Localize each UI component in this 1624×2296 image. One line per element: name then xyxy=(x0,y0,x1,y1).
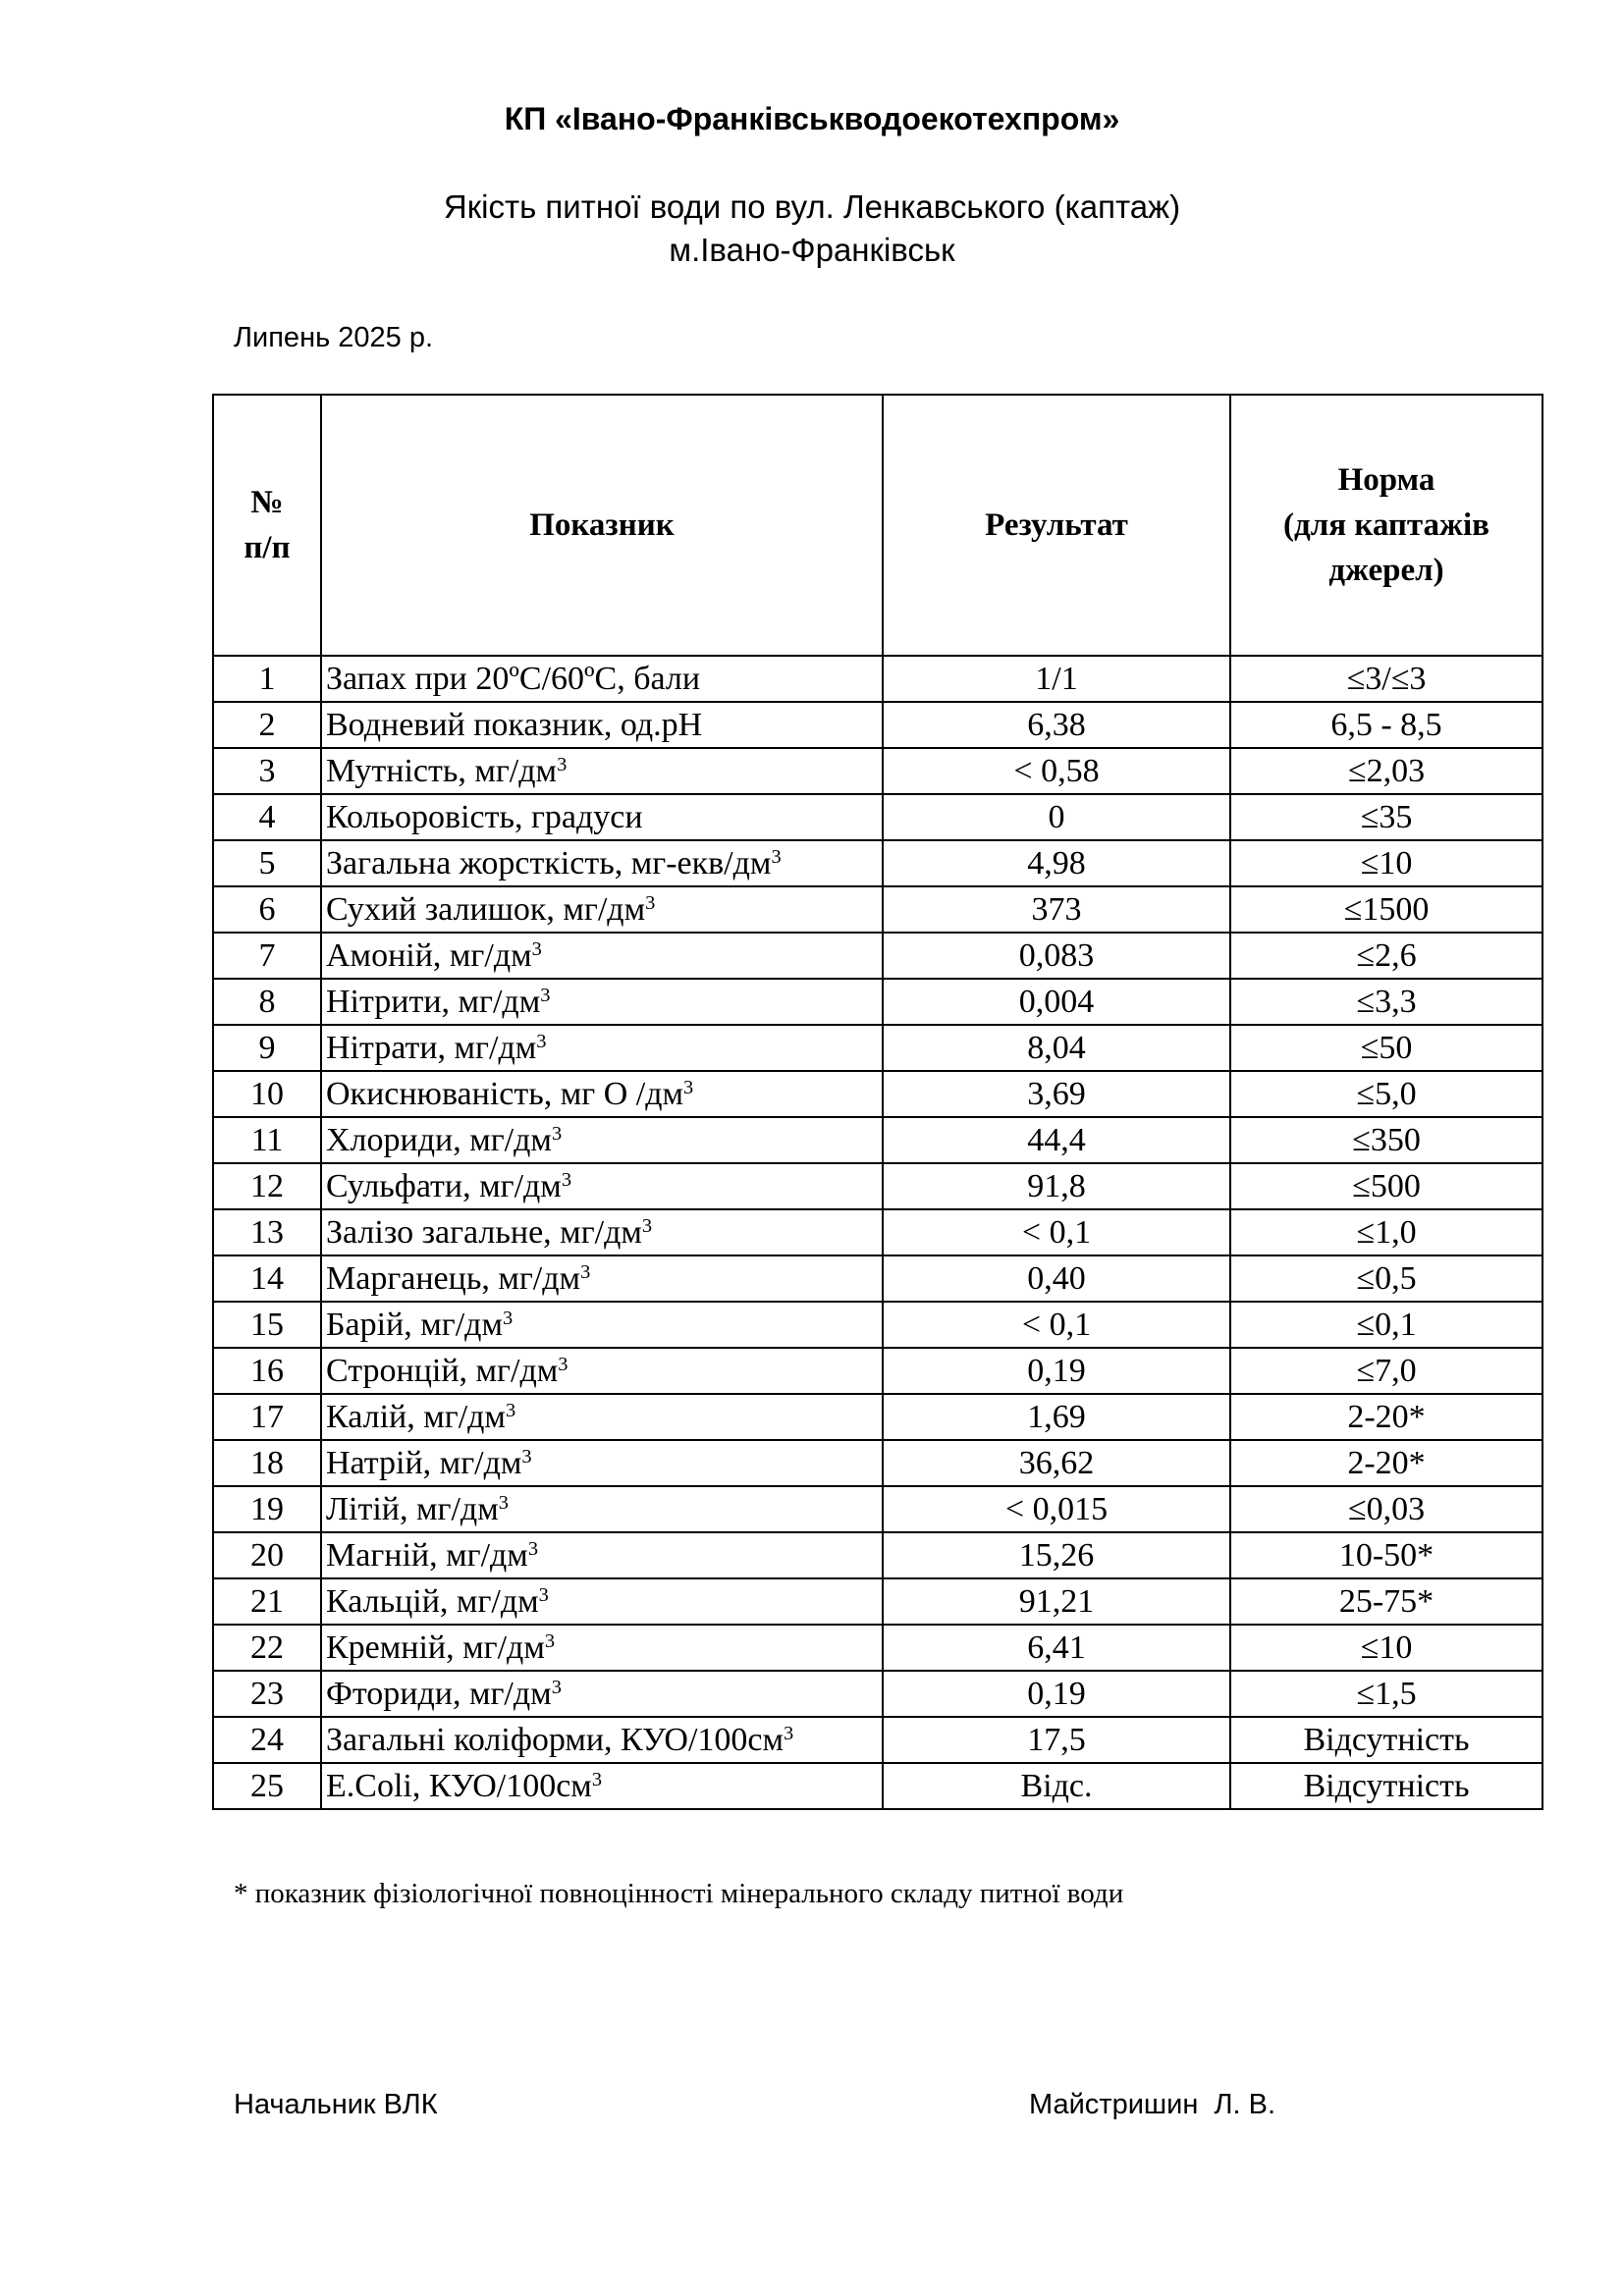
indicator-name: Кальцій, мг/дм xyxy=(326,1582,539,1620)
header-indicator: Показник xyxy=(321,395,883,656)
table-row xyxy=(213,1394,1543,1440)
row-result: 0,40 xyxy=(883,1255,1230,1302)
unit-exponent: 3 xyxy=(683,1076,694,1098)
row-number: 10 xyxy=(213,1071,321,1117)
header-norm-line1: Норма xyxy=(1337,461,1435,498)
row-result: < 0,015 xyxy=(883,1486,1230,1532)
row-indicator xyxy=(321,794,883,840)
row-norm: ≤0,1 xyxy=(1230,1302,1543,1348)
table-row xyxy=(213,656,1543,702)
table-row xyxy=(213,1578,1543,1625)
indicator-name: Магній, мг/дм xyxy=(326,1536,528,1574)
header-norm xyxy=(1230,395,1543,656)
unit-exponent: 3 xyxy=(561,1168,572,1191)
row-result: 0,004 xyxy=(883,979,1230,1025)
row-norm: ≤1,0 xyxy=(1230,1209,1543,1255)
row-norm: ≤10 xyxy=(1230,1625,1543,1671)
row-number: 16 xyxy=(213,1348,321,1394)
indicator-name: Нітрити, мг/дм xyxy=(326,983,541,1020)
row-indicator xyxy=(321,1717,883,1763)
table-row xyxy=(213,1025,1543,1071)
row-indicator xyxy=(321,1255,883,1302)
unit-exponent: 3 xyxy=(502,1307,514,1329)
row-norm: Відсутність xyxy=(1230,1717,1543,1763)
row-indicator xyxy=(321,702,883,748)
indicator-name: Сухий залишок, мг/дм xyxy=(326,890,646,928)
unit-exponent: 3 xyxy=(551,1122,563,1145)
row-number: 25 xyxy=(213,1763,321,1809)
header-norm-line3: джерел) xyxy=(1328,553,1444,589)
row-number: 9 xyxy=(213,1025,321,1071)
report-period: Липень 2025 р. xyxy=(234,322,433,353)
row-indicator xyxy=(321,1578,883,1625)
row-number: 18 xyxy=(213,1440,321,1486)
water-quality-table xyxy=(212,394,1543,1810)
unit-exponent: 3 xyxy=(540,984,551,1006)
row-indicator xyxy=(321,979,883,1025)
table-row xyxy=(213,1763,1543,1809)
table-row xyxy=(213,933,1543,979)
row-number: 5 xyxy=(213,840,321,886)
row-number: 13 xyxy=(213,1209,321,1255)
indicator-name: Кремній, мг/дм xyxy=(326,1629,545,1666)
unit-exponent: 3 xyxy=(558,1353,568,1375)
table-row xyxy=(213,840,1543,886)
table-row xyxy=(213,979,1543,1025)
row-number: 1 xyxy=(213,656,321,702)
row-result: 6,38 xyxy=(883,702,1230,748)
header-number xyxy=(213,395,321,656)
row-number: 11 xyxy=(213,1117,321,1163)
indicator-name: Натрій, мг/дм xyxy=(326,1444,522,1481)
row-norm: 2-20* xyxy=(1230,1394,1543,1440)
row-number: 14 xyxy=(213,1255,321,1302)
table-body xyxy=(213,656,1543,1809)
indicator-name: Літій, мг/дм xyxy=(326,1490,499,1527)
row-result: 91,21 xyxy=(883,1578,1230,1625)
row-result: < 0,58 xyxy=(883,748,1230,794)
table-row xyxy=(213,748,1543,794)
table-row xyxy=(213,1532,1543,1578)
row-indicator xyxy=(321,1532,883,1578)
header-number-symbol: № xyxy=(250,484,284,520)
signature-name: Майстришин Л. В. xyxy=(1029,2089,1276,2120)
row-result: 17,5 xyxy=(883,1717,1230,1763)
signature-title: Начальник ВЛК xyxy=(234,2089,438,2120)
row-norm: ≤2,6 xyxy=(1230,933,1543,979)
row-norm: Відсутність xyxy=(1230,1763,1543,1809)
row-number: 7 xyxy=(213,933,321,979)
row-indicator xyxy=(321,886,883,933)
row-number: 12 xyxy=(213,1163,321,1209)
row-indicator xyxy=(321,1671,883,1717)
indicator-name: Окиснюваність, мг О /дм xyxy=(326,1075,684,1112)
indicator-name: Кольоровість, градуси xyxy=(326,798,643,835)
table-row xyxy=(213,1209,1543,1255)
row-result: < 0,1 xyxy=(883,1209,1230,1255)
table-row xyxy=(213,1440,1543,1486)
row-number: 22 xyxy=(213,1625,321,1671)
row-norm: ≤3/≤3 xyxy=(1230,656,1543,702)
unit-exponent: 3 xyxy=(521,1445,532,1468)
row-norm: ≤7,0 xyxy=(1230,1348,1543,1394)
row-number: 21 xyxy=(213,1578,321,1625)
table-row xyxy=(213,1117,1543,1163)
row-number: 19 xyxy=(213,1486,321,1532)
row-indicator xyxy=(321,656,883,702)
header-norm-line2: (для каптажів xyxy=(1283,507,1489,543)
row-indicator xyxy=(321,933,883,979)
unit-exponent: 3 xyxy=(544,1629,556,1652)
table-row xyxy=(213,1717,1543,1763)
row-number: 4 xyxy=(213,794,321,840)
unit-exponent: 3 xyxy=(551,1676,562,1698)
row-norm: ≤3,3 xyxy=(1230,979,1543,1025)
row-number: 15 xyxy=(213,1302,321,1348)
indicator-name: Амоній, мг/дм xyxy=(326,936,532,974)
row-number: 20 xyxy=(213,1532,321,1578)
row-indicator xyxy=(321,1025,883,1071)
indicator-name: Загальна жорсткість, мг-екв/дм xyxy=(326,844,772,881)
indicator-name: Фториди, мг/дм xyxy=(326,1675,552,1712)
row-result: 0,19 xyxy=(883,1671,1230,1717)
row-indicator xyxy=(321,1625,883,1671)
row-indicator xyxy=(321,1763,883,1809)
row-norm: ≤1,5 xyxy=(1230,1671,1543,1717)
row-number: 2 xyxy=(213,702,321,748)
unit-exponent: 3 xyxy=(645,891,656,914)
row-norm: ≤10 xyxy=(1230,840,1543,886)
row-indicator xyxy=(321,1117,883,1163)
indicator-name: Залізо загальне, мг/дм xyxy=(326,1213,642,1251)
unit-exponent: 3 xyxy=(536,1030,547,1052)
row-result: 6,41 xyxy=(883,1625,1230,1671)
indicator-name: Хлориди, мг/дм xyxy=(326,1121,552,1158)
unit-exponent: 3 xyxy=(771,845,782,868)
indicator-name: Загальні коліформи, КУО/100см xyxy=(326,1721,785,1758)
row-indicator xyxy=(321,1394,883,1440)
table-row xyxy=(213,1302,1543,1348)
table-row xyxy=(213,1163,1543,1209)
table-row xyxy=(213,886,1543,933)
table-header-row xyxy=(213,395,1543,656)
organization-title: КП «Івано-Франківськводоекотехпром» xyxy=(504,101,1120,136)
unit-exponent: 3 xyxy=(538,1583,549,1606)
row-indicator xyxy=(321,1486,883,1532)
row-indicator xyxy=(321,1163,883,1209)
row-indicator xyxy=(321,1440,883,1486)
row-norm: ≤0,5 xyxy=(1230,1255,1543,1302)
row-indicator xyxy=(321,1302,883,1348)
row-result: 36,62 xyxy=(883,1440,1230,1486)
table-row xyxy=(213,1671,1543,1717)
unit-exponent: 3 xyxy=(784,1722,794,1744)
unit-exponent: 3 xyxy=(505,1399,516,1421)
row-result: 1/1 xyxy=(883,656,1230,702)
unit-exponent: 3 xyxy=(531,937,542,960)
row-norm: ≤1500 xyxy=(1230,886,1543,933)
row-number: 24 xyxy=(213,1717,321,1763)
indicator-name: Запах при 20ºС/60ºС, бали xyxy=(326,660,701,697)
row-number: 23 xyxy=(213,1671,321,1717)
table-row xyxy=(213,702,1543,748)
header-number-abbr: п/п xyxy=(244,530,291,565)
row-result: 4,98 xyxy=(883,840,1230,886)
row-number: 17 xyxy=(213,1394,321,1440)
row-result: 3,69 xyxy=(883,1071,1230,1117)
unit-exponent: 3 xyxy=(557,753,568,775)
row-norm: ≤35 xyxy=(1230,794,1543,840)
row-norm: 6,5 - 8,5 xyxy=(1230,702,1543,748)
row-norm: 25-75* xyxy=(1230,1578,1543,1625)
indicator-name: Нітрати, мг/дм xyxy=(326,1029,537,1066)
row-result: 0,19 xyxy=(883,1348,1230,1394)
indicator-name: Марганець, мг/дм xyxy=(326,1259,581,1297)
unit-exponent: 3 xyxy=(580,1260,591,1283)
row-norm: ≤500 xyxy=(1230,1163,1543,1209)
row-result: 91,8 xyxy=(883,1163,1230,1209)
row-result: 1,69 xyxy=(883,1394,1230,1440)
indicator-name: Мутність, мг/дм xyxy=(326,752,558,789)
table-row xyxy=(213,1625,1543,1671)
row-indicator xyxy=(321,1071,883,1117)
row-result: 0 xyxy=(883,794,1230,840)
indicator-name: Калій, мг/дм xyxy=(326,1398,506,1435)
row-number: 8 xyxy=(213,979,321,1025)
row-result: Відс. xyxy=(883,1763,1230,1809)
indicator-name: E.Coli, КУО/100см xyxy=(326,1767,592,1804)
row-norm: ≤50 xyxy=(1230,1025,1543,1071)
report-subtitle: Якість питної води по вул. Ленкавського (каптаж) xyxy=(443,188,1181,225)
unit-exponent: 3 xyxy=(641,1214,653,1237)
row-result: 15,26 xyxy=(883,1532,1230,1578)
table-row xyxy=(213,1255,1543,1302)
unit-exponent: 3 xyxy=(591,1768,603,1790)
row-result: 0,083 xyxy=(883,933,1230,979)
row-result: 44,4 xyxy=(883,1117,1230,1163)
unit-exponent: 3 xyxy=(527,1537,539,1560)
footnote: * показник фізіологічної повноцінності мінерального складу питної води xyxy=(234,1878,1124,1909)
row-indicator xyxy=(321,1348,883,1394)
row-indicator xyxy=(321,840,883,886)
row-norm: 10-50* xyxy=(1230,1532,1543,1578)
row-number: 6 xyxy=(213,886,321,933)
city-subtitle: м.Івано-Франківськ xyxy=(669,232,955,268)
row-norm: 2-20* xyxy=(1230,1440,1543,1486)
row-norm: ≤5,0 xyxy=(1230,1071,1543,1117)
row-result: < 0,1 xyxy=(883,1302,1230,1348)
row-indicator xyxy=(321,748,883,794)
indicator-name: Водневий показник, од.рН xyxy=(326,706,703,743)
header-result: Результат xyxy=(883,395,1230,656)
unit-exponent: 3 xyxy=(498,1491,509,1514)
row-result: 373 xyxy=(883,886,1230,933)
indicator-name: Сульфати, мг/дм xyxy=(326,1167,562,1204)
table-row xyxy=(213,1348,1543,1394)
row-indicator xyxy=(321,1209,883,1255)
indicator-name: Барій, мг/дм xyxy=(326,1306,503,1343)
table-row xyxy=(213,1071,1543,1117)
table-row xyxy=(213,1486,1543,1532)
table-row xyxy=(213,794,1543,840)
row-norm: ≤2,03 xyxy=(1230,748,1543,794)
row-norm: ≤350 xyxy=(1230,1117,1543,1163)
indicator-name: Стронцій, мг/дм xyxy=(326,1352,559,1389)
row-norm: ≤0,03 xyxy=(1230,1486,1543,1532)
row-result: 8,04 xyxy=(883,1025,1230,1071)
row-number: 3 xyxy=(213,748,321,794)
